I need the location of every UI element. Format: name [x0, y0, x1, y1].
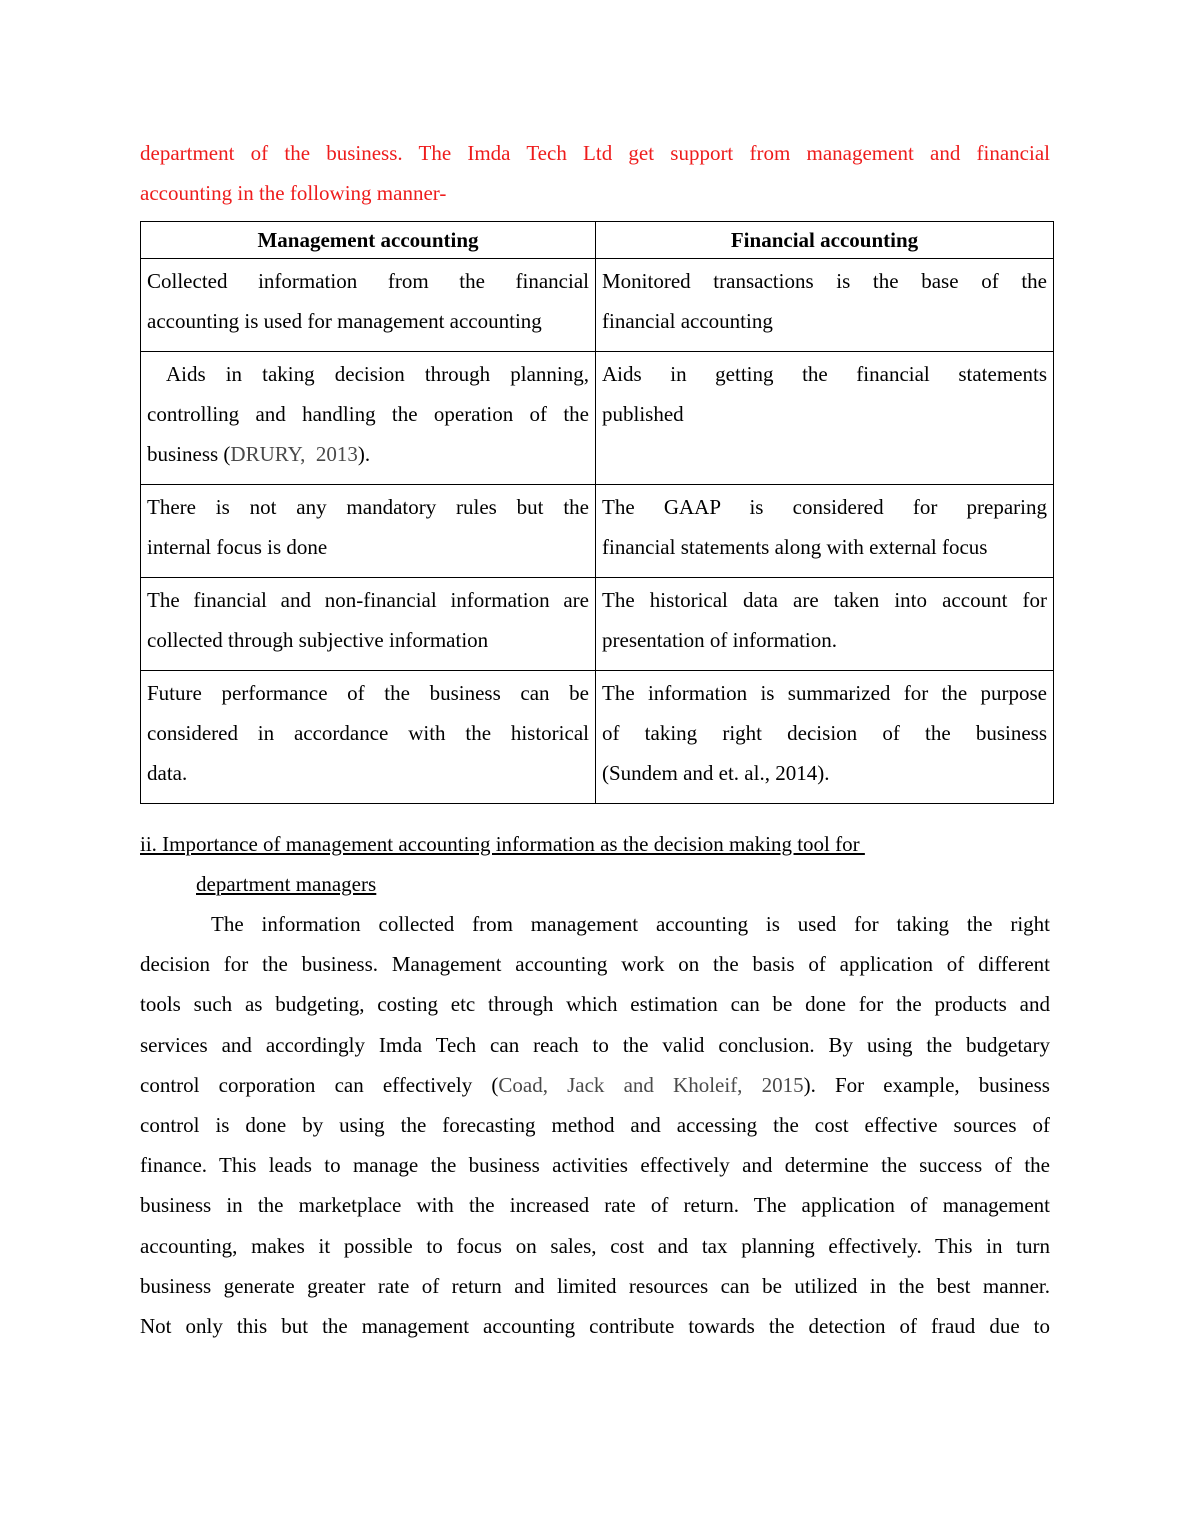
- table-cell-management: [141, 671, 596, 804]
- cell-line-with-citation: [147, 434, 589, 474]
- header-management-accounting: Management accounting: [141, 222, 596, 259]
- body-line: business generate greater rate of return and limited resources can be utilized in the best manner.: [140, 1273, 1050, 1298]
- cell-line: collected through subjective information: [147, 628, 489, 652]
- cell-line: controlling and handling the operation of the: [147, 402, 589, 426]
- cell-line: published: [602, 402, 684, 426]
- body-line: tools such as budgeting, costing etc through which estimation can be done for the products and: [140, 992, 1050, 1017]
- table-cell-management: [141, 485, 596, 578]
- cell-line: presentation of information.: [602, 628, 838, 652]
- cell-line: accounting is used for management accounting: [147, 309, 542, 333]
- cell-line: Collected information from the financial: [147, 269, 589, 293]
- body-paragraph: [140, 904, 1050, 1346]
- intro-line-1: department of the business. The Imda Tech Ltd get support from management and financial: [140, 141, 1050, 165]
- table-row: [141, 259, 1054, 352]
- cell-line: The historical data are taken into account for: [602, 588, 1047, 612]
- header-financial-accounting: Financial accounting: [596, 222, 1054, 259]
- section-heading-text: department managers: [196, 872, 377, 896]
- section-heading-line-1: ii. Importance of management accounting information as the decision making tool for: [140, 832, 865, 856]
- citation-drury: DRURY, 2013: [230, 442, 358, 466]
- cell-line: Aids in getting the financial statements: [602, 362, 1047, 386]
- table-cell-financial: [596, 485, 1054, 578]
- cell-line: financial accounting: [602, 309, 773, 333]
- cell-line: internal focus is done: [147, 535, 328, 559]
- body-line-with-citation: [140, 1065, 1050, 1105]
- intro-line-2: accounting in the following manner-: [140, 181, 447, 205]
- cell-line: The financial and non-financial information are: [147, 588, 589, 612]
- document-page: [140, 133, 1050, 1346]
- cell-line: There is not any mandatory rules but the: [147, 495, 589, 519]
- section-heading-line-2: [140, 864, 1050, 904]
- cell-text: business (: [147, 442, 231, 466]
- table-row: [141, 485, 1054, 578]
- section-heading: [140, 824, 1050, 904]
- table-header-row: [141, 222, 1054, 259]
- cell-line: Future performance of the business can be: [147, 681, 589, 705]
- body-line: services and accordingly Imda Tech can reach to the valid conclusion. By using the budgetary: [140, 1032, 1050, 1057]
- intro-paragraph: [140, 133, 1050, 213]
- body-text: ). For example, business: [803, 1072, 1050, 1097]
- table-cell-management: [141, 259, 596, 352]
- cell-line: data.: [147, 761, 188, 785]
- cell-text: ).: [357, 442, 371, 466]
- table-cell-financial: [596, 259, 1054, 352]
- comparison-table: [140, 221, 1054, 804]
- body-line: accounting, makes it possible to focus on sales, cost and tax planning effectively. This in turn: [140, 1233, 1050, 1258]
- cell-line: financial statements along with external focus: [602, 535, 988, 559]
- table-cell-management: [141, 578, 596, 671]
- body-line: control is done by using the forecasting method and accessing the cost effective sources of: [140, 1113, 1050, 1138]
- table-row: [141, 352, 1054, 485]
- table-cell-management: [141, 352, 596, 485]
- table-cell-financial: [596, 671, 1054, 804]
- body-text: control corporation can effectively (: [140, 1072, 499, 1097]
- body-line: finance. This leads to manage the business activities effectively and determine the success of the: [140, 1153, 1050, 1178]
- cell-line: (Sundem and et. al., 2014).: [602, 761, 830, 785]
- body-line: decision for the business. Management accounting work on the basis of application of different: [140, 952, 1050, 977]
- body-line: business in the marketplace with the increased rate of return. The application of management: [140, 1193, 1050, 1218]
- table-row: [141, 578, 1054, 671]
- body-line: The information collected from management accounting is used for taking the right: [211, 912, 1050, 936]
- cell-line: of taking right decision of the business: [602, 721, 1047, 745]
- citation-coad: Coad, Jack and Kholeif, 2015: [498, 1072, 804, 1097]
- cell-line: The GAAP is considered for preparing: [602, 495, 1047, 519]
- body-line: Not only this but the management accounting contribute towards the detection of fraud due to: [140, 1314, 1050, 1339]
- cell-line: Aids in taking decision through planning,: [147, 362, 589, 386]
- cell-line: The information is summarized for the purpose: [602, 681, 1047, 705]
- cell-line: considered in accordance with the historical: [147, 721, 589, 745]
- cell-line: Monitored transactions is the base of the: [602, 269, 1047, 293]
- table-cell-financial: [596, 352, 1054, 485]
- table-cell-financial: [596, 578, 1054, 671]
- table-row: [141, 671, 1054, 804]
